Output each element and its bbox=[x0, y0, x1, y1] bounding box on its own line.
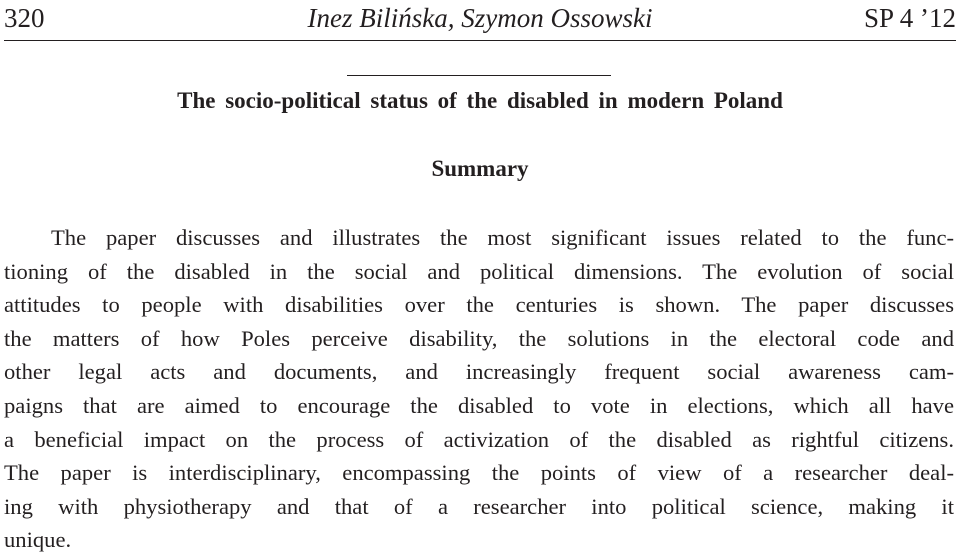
running-header bbox=[4, 0, 956, 41]
summary-line: The paper is interdisciplinary, encompassing the points of view of a researcher deal- bbox=[4, 460, 954, 486]
summary-line: a beneficial impact on the process of activization of the disabled as rightful citizens. bbox=[4, 426, 954, 452]
summary-heading: Summary bbox=[431, 156, 529, 181]
summary-line: other legal acts and documents, and increasingly frequent social awareness cam- bbox=[4, 359, 954, 385]
summary-line: paigns that are aimed to encourage the disabled to vote in elections, which all have bbox=[4, 392, 954, 418]
summary-line: The paper discusses and illustrates the most significant issues related to the func- bbox=[51, 225, 954, 250]
page-number: 320 bbox=[4, 3, 45, 33]
summary-line: attitudes to people with disabilities over the centuries is shown. The paper discusses bbox=[4, 292, 954, 318]
journal-issue: SP 4 ’12 bbox=[863, 3, 956, 33]
article-title: The socio-political status of the disabled in modern Poland bbox=[177, 88, 783, 113]
summary-line: tioning of the disabled in the social and political dimensions. The evolution of social bbox=[4, 258, 954, 284]
summary-line: the matters of how Poles perceive disability, the solutions in the electoral code and bbox=[4, 325, 954, 351]
running-head-authors: Inez Bilińska, Szymon Ossowski bbox=[307, 3, 653, 33]
summary-line: unique. bbox=[4, 527, 72, 553]
summary-line: ing with physiotherapy and that of a researcher into political science, making it bbox=[4, 493, 954, 519]
title-rule bbox=[347, 75, 611, 76]
summary-paragraph bbox=[4, 221, 954, 557]
